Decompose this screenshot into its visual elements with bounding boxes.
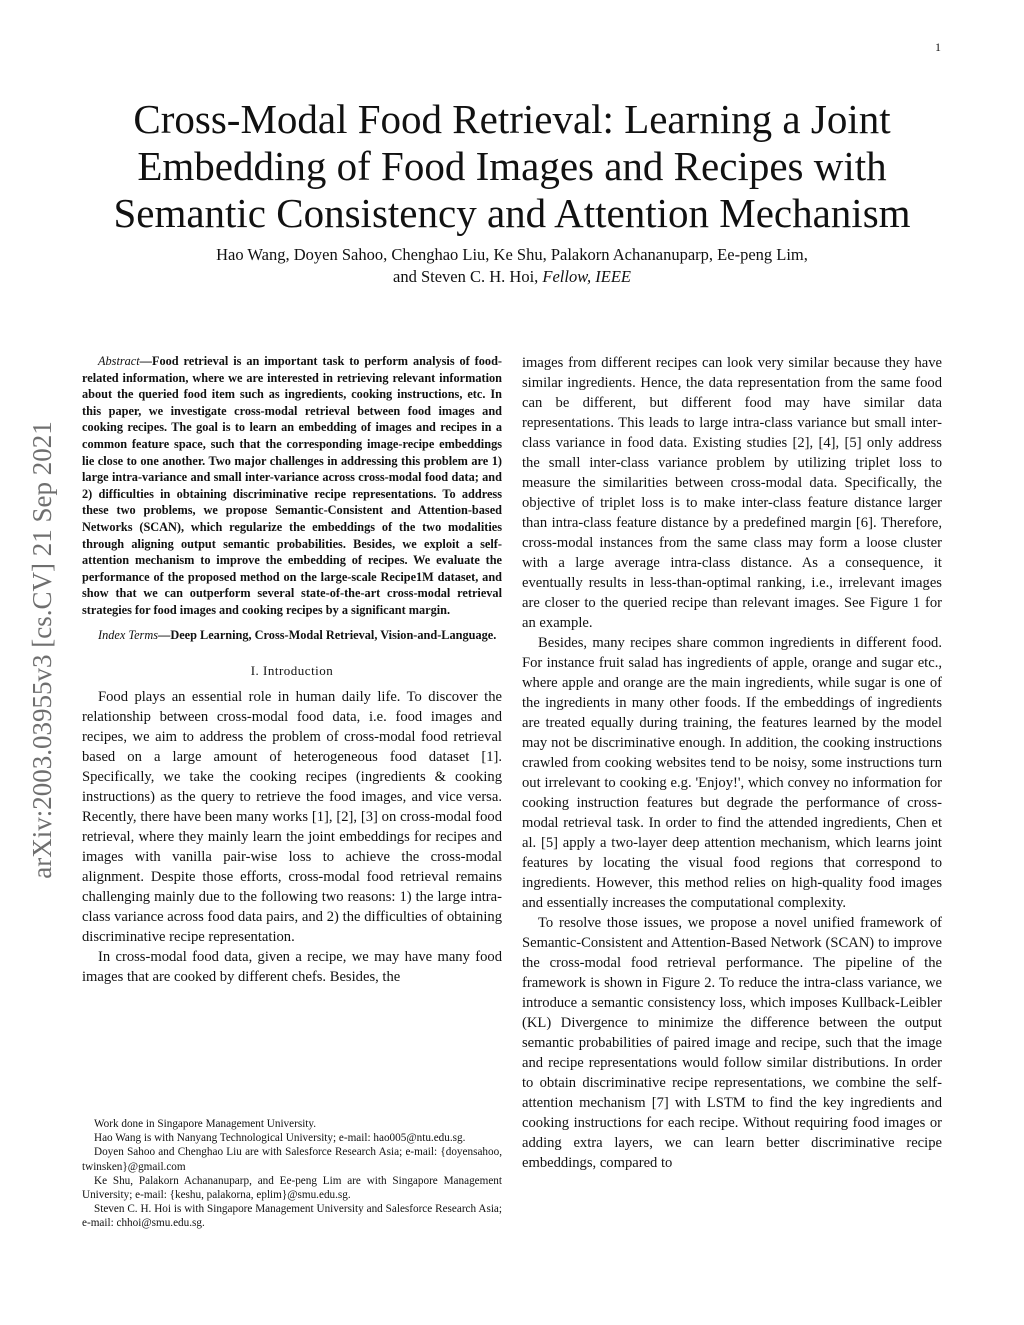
authors-fellow: Fellow, IEEE [542,267,631,286]
section-heading-introduction: I. Introduction [250,663,334,679]
abstract-label: Abstract [98,354,140,368]
footnote: Steven C. H. Hoi is with Singapore Management University and Salesforce Research Asia; e-mail: chhoi@smu.edu.sg. [82,1203,502,1230]
arxiv-stamp: arXiv:2003.03955v3 [cs.CV] 21 Sep 2021 [27,421,57,879]
footnote: Doyen Sahoo and Chenghao Liu are with Salesforce Research Asia; e-mail: {doyensahoo, twinsken}@gmail.com [82,1146,502,1173]
authors-line-2-text: and Steven C. H. Hoi, [393,267,539,286]
body-paragraph-1: images from different recipes can look very similar because they have similar ingredients. Hence, the data representation from the same food can be different, but different food may have similar data representations. This leads to large intra-class variance but small inter-class variance in food data. Existing studies [2], [4], [5] only address the small inter-class variance problem by utilizing triplet loss to measure the similarities between cross-modal data. Specifically, the objective of triplet loss is to make inter-class feature distance larger than intra-class feature distance by a predefined margin [6]. Therefore, cross-modal instances from the same class may form a loose cluster with a large average intra-class distance. As a consequence, it eventually results in less-than-optimal ranking, i.e., irrelevant images are closer to the queried recipe than relevant images. See Figure 1 for an example. [522,355,942,631]
authors-line-1: Hao Wang, Doyen Sahoo, Chenghao Liu, Ke Shu, Palakorn Achananuparp, Ee-peng Lim, [216,245,808,264]
index-terms [82,627,502,644]
index-terms-text: —Deep Learning, Cross-Modal Retrieval, Vision-and-Language. [158,627,497,642]
footnote: Hao Wang is with Nanyang Technological University; e-mail: hao005@ntu.edu.sg. [94,1132,466,1145]
authors-line-2 [60,266,964,288]
index-terms-label: Index Terms [98,627,159,642]
abstract-text: —Food retrieval is an important task to perform analysis of food-related information, where we are interested in retrieving relevant information about the queried food item such as ingredients, cooking instructions, etc. In this paper, we investigate cross-modal retrieval between food images and cooking recipes. The goal is to learn an embedding of images and recipes in a common feature space, such that the corresponding image-recipe embeddings lie close to one another. Two major challenges in addressing this problem are 1) large intra-variance and small inter-variance across cross-modal food data; and 2) difficulties in obtaining discriminative recipe representations. To address these two problems, we propose Semantic-Consistent and Attention-based Networks (SCAN), which regularize the embeddings of the two modalities through aligning output semantic probabilities. Besides, we exploit a self-attention mechanism to improve the embedding of recipes. We evaluate the performance of the proposed method on the large-scale Recipe1M dataset, and show that we can outperform several state-of-the-art cross-modal retrieval strategies for food images and cooking recipes by a significant margin. [82,354,502,617]
paper-title: Cross-Modal Food Retrieval: Learning a Joint Embedding of Food Images and Recipes with Semantic Consistency and Attention Mechanism [113,96,911,236]
body-paragraph-2: Besides, many recipes share common ingredients in different food. For instance fruit salad has ingredients of apple, orange and sugar etc., where apple and orange are the main ingredients, while sugar is one of the ingredients in many other foods. If the embeddings of ingredients are treated equally during training, the features learned by the model may not be discriminative enough. In addition, the cooking instructions crawled from cooking websites tend to be noisy, some instructions turn out irrelevant to cooking e.g. 'Enjoy!', which convey no information for cooking instruction features but degrade the performance of cross-modal retrieval task. In order to find the attended ingredients, Chen et al. [5] apply a two-layer deep attention mechanism, which learns joint features by locating the visual food regions that correspond to ingredients. However, this method relies on high-quality food images and essentially increases the computational complexity. [522,635,942,911]
footnotes [82,1117,502,1231]
left-column [82,353,502,987]
author-list [60,244,964,288]
intro-paragraph-2: In cross-modal food data, given a recipe, we may have many food images that are cooked by different chefs. Besides, the [82,949,502,986]
footnote: Work done in Singapore Management University. [94,1118,317,1130]
body-paragraph-3: To resolve those issues, we propose a novel unified framework of Semantic-Consistent and Attention-Based Network (SCAN) to improve the cross-modal food retrieval performance. The pipeline of the framework is shown in Figure 2. To reduce the intra-class variance, we introduce a semantic consistency loss, which imposes Kullback-Leibler (KL) Divergence to minimize the difference between the output semantic probabilities of paired image and recipe, such that the image and recipe representations would follow similar distributions. In order to obtain discriminative recipe representations, we combine the self-attention mechanism [7] with LSTM to find the key ingredients and cooking instructions for each recipe. Without requiring food images or adding extra layers, we can learn better discriminative recipe embeddings, compared to [522,915,942,1171]
page-number: 1 [935,40,941,54]
footnote: Ke Shu, Palakorn Achananuparp, and Ee-peng Lim are with Singapore Management University; e-mail: {keshu, palakorna, eplim}@smu.edu.sg. [82,1174,502,1202]
intro-paragraph-1: Food plays an essential role in human daily life. To discover the relationship between cross-modal food data, i.e. food images and recipes, we aim to address the problem of cross-modal food retrieval based on a large amount of heterogeneous food dataset [1]. Specifically, we take the cooking recipes (ingredients & cooking instructions) as the query to retrieve the food images, and vice versa. Recently, there have been many works [1], [2], [3] on cross-modal food retrieval, where they mainly learn the joint embeddings for recipes and images with vanilla pair-wise loss to achieve the cross-modal alignment. Despite those efforts, cross-modal food retrieval remains challenging mainly due to the following two reasons: 1) the large intra-class variance across food data pairs, and 2) the difficulties of obtaining discriminative recipe representation. [82,689,502,946]
abstract [82,353,502,619]
right-column [522,353,942,1173]
